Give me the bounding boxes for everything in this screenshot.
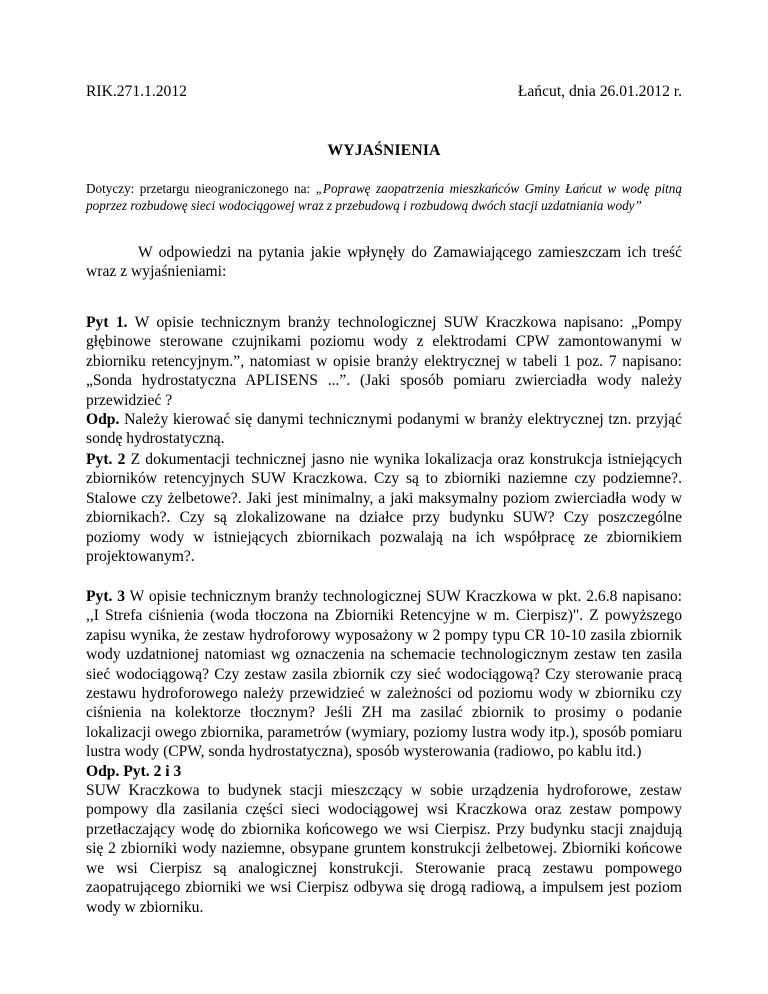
question-block-3 [86, 587, 682, 917]
question-label: Pyt. 3 [86, 588, 126, 605]
question-paragraph [86, 587, 682, 762]
question-text: Z dokumentacji technicznej jasno nie wynika lokalizacja oraz konstrukcja istniejących zbiorników retencyjnych SUW Kraczkowa. Czy są to zbiorniki naziemne czy podziemne?. Stalowe czy żelbetowe?. Jaki jest minimalny, a jaki maksymalny poziom zwierciadła wody w zbiornikach?. Czy są zlokalizowane na działce przy budynku SUW? Czy poszczególne poziomy wody w istniejących zbiornikach pozwalają na ich współpracę ze zbiornikiem projektowanym?. [86, 451, 683, 566]
answer-paragraph [86, 410, 682, 449]
answer-label: Odp. Pyt. 2 i 3 [86, 762, 182, 780]
question-text: W opisie technicznym branży technologicznej SUW Kraczkowa w pkt. 2.6.8 napisano: ,,I Strefa ciśnienia (woda tłoczona na Zbiorniki Retencyjne w m. Cierpisz)". Z powyższego zapisu wynika, że zestaw hydroforowy wyposażony w 2 pompy typu CR 10-10 zasila zbiornik wody uzdatnionej natomiast wg oznaczenia na schemacie technologicznym zestaw ten zasila sieć wodociągową? Czy zestaw zasila zbiornik czy sieć wodociągową? Czy sterowanie pracą zestawu hydroforowego należy przewidzieć w zależności od poziomu wody w zbiorniku czy ciśnienia na kolektorze tłocznym? Jeśli ZH ma zasilać zbiornik to prosimy o podanie lokalizacji owego zbiornika, parametrów (wymiary, poziomy lustra wody itp.), sposób pomiaru lustra wody (CPW, sonda hydrostatyczna), sposób wysterowania (radiowo, po kablu itd.) [86, 588, 683, 761]
question-block-1 [86, 313, 682, 449]
reference-number: RIK.271.1.2012 [86, 83, 187, 100]
place-and-date: Łańcut, dnia 26.01.2012 r. [517, 83, 682, 100]
subject-paragraph [86, 180, 682, 214]
document-title: WYJAŚNIENIA [327, 142, 441, 159]
answer-label: Odp. [86, 411, 120, 429]
question-paragraph [86, 313, 682, 410]
answer-text: Należy kierować się danymi technicznymi podanymi w branży elektrycznej tzn. przyjąć sondę hydrostatyczną. [86, 411, 682, 448]
question-label: Pyt 1. [86, 314, 128, 331]
intro-paragraph: W odpowiedzi na pytania jakie wpłynęły do Zamawiającego zamieszczam ich treść wraz z wyjaśnieniami: [86, 244, 682, 281]
subject-quote: „Poprawę zaopatrzenia mieszkańców Gminy Łańcut w wodę pitną poprzez rozbudowę sieci wodociągowej wraz z przebudową i rozbudową dwóch stacji uzdatniania wody” [86, 181, 682, 213]
answer-text: SUW Kraczkowa to budynek stacji mieszczący w sobie urządzenia hydroforowe, zestaw pompowy dla zasilania części sieci wodociągowej wsi Kraczkowa oraz zestaw pompowy przetłaczający wodę do zbiornika końcowego we wsi Cierpisz. Przy budynku stacji znajdują się 2 zbiorniki wody naziemne, obsypane gruntem konstrukcji żelbetowej. Zbiorniki końcowe we wsi Cierpisz są analogicznej konstrukcji. Sterowanie pracą zestawu pompowego zaopatrującego zbiorniki we wsi Cierpisz odbywa się drogą radiową, a impulsem jest poziom wody w zbiorniku. [86, 782, 682, 916]
question-text: W opisie technicznym branży technologicznej SUW Kraczkowa napisano: „Pompy głębinowe sterowane czujnikami poziomu wody z elektrodami CPW zamontowanymi w zbiorniku retencyjnym.”, natomiast w opisie branży elektrycznej w tabeli 1 poz. 7 napisano: „Sonda hydrostatyczna APLISENS ...”. (Jaki sposób pomiaru zwierciadła wody należy przewidzieć ? [86, 314, 682, 409]
question-block-2 [86, 450, 682, 566]
subject-label: Dotyczy: przetargu nieograniczonego na: [86, 181, 316, 196]
question-label: Pyt. 2 [86, 451, 126, 468]
question-paragraph [86, 450, 682, 566]
document-header [86, 82, 682, 101]
